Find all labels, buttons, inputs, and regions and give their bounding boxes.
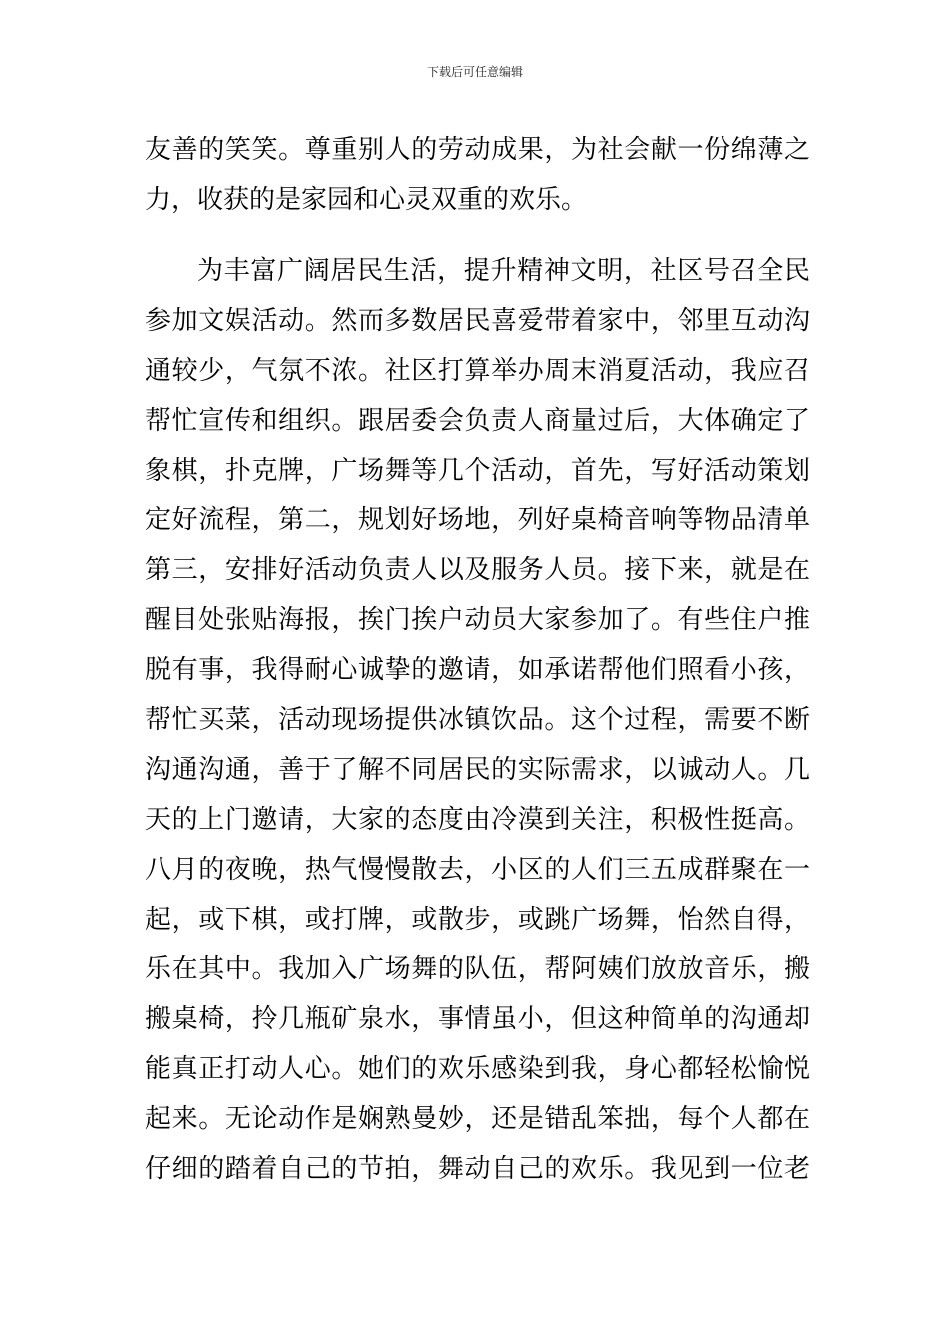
paragraph-line: 为丰富广阔居民生活，提升精神文明，社区号召全民 (197, 256, 810, 286)
paragraph-line: 起，或下棋，或打牌，或散步，或跳广场舞，怡然自得， (145, 904, 810, 935)
paragraph-line: 搬桌椅，拎几瓶矿泉水，事情虽小，但这种简单的沟通却 (145, 1004, 810, 1035)
paragraph-line: 参加文娱活动。然而多数居民喜爱带着家中，邻里互动沟 (145, 305, 810, 336)
paragraph-line: 天的上门邀请，大家的态度由冷漠到关注，积极性挺高。 (145, 804, 810, 835)
paragraph-line: 能真正打动人心。她们的欢乐感染到我，身心都轻松愉悦 (145, 1054, 810, 1085)
paragraph-line: 定好流程，第二，规划好场地，列好桌椅音响等物品清单 (145, 505, 810, 536)
paragraph-line: 乐在其中。我加入广场舞的队伍，帮阿姨们放放音乐，搬 (145, 954, 810, 985)
paragraph-line: 八月的夜晚，热气慢慢散去，小区的人们三五成群聚在一 (145, 854, 810, 885)
paragraph-2 (145, 247, 810, 1195)
paragraph-line: 仔细的踏着自己的节拍，舞动自己的欢乐。我见到一位老 (145, 1154, 810, 1185)
paragraph-line: 象棋，扑克牌，广场舞等几个活动，首先，写好活动策划 (145, 455, 810, 486)
paragraph-line: 力，收获的是家园和心灵双重的欢乐。 (145, 184, 588, 215)
paragraph-line: 起来。无论动作是娴熟曼妙，还是错乱笨拙，每个人都在 (145, 1104, 810, 1135)
paragraph-line: 友善的笑笑。尊重别人的劳动成果，为社会献一份绵薄之 (145, 135, 810, 165)
paragraph-line: 沟通沟通，善于了解不同居民的实际需求，以诚动人。几 (145, 754, 810, 785)
paragraph-line: 第三，安排好活动负责人以及服务人员。接下来，就是在 (145, 555, 810, 586)
paragraph-1 (145, 126, 810, 226)
paragraph-line: 通较少，气氛不浓。社区打算举办周末消夏活动，我应召 (145, 355, 810, 386)
paragraph-line: 帮忙宣传和组织。跟居委会负责人商量过后，大体确定了 (145, 405, 810, 436)
paragraph-line: 脱有事，我得耐心诚挚的邀请，如承诺帮他们照看小孩， (145, 655, 810, 686)
page-header: 下载后可任意编辑 (426, 65, 523, 79)
paragraph-line: 醒目处张贴海报，挨门挨户动员大家参加了。有些住户推 (145, 605, 810, 636)
paragraph-line: 帮忙买菜，活动现场提供冰镇饮品。这个过程，需要不断 (145, 705, 810, 736)
